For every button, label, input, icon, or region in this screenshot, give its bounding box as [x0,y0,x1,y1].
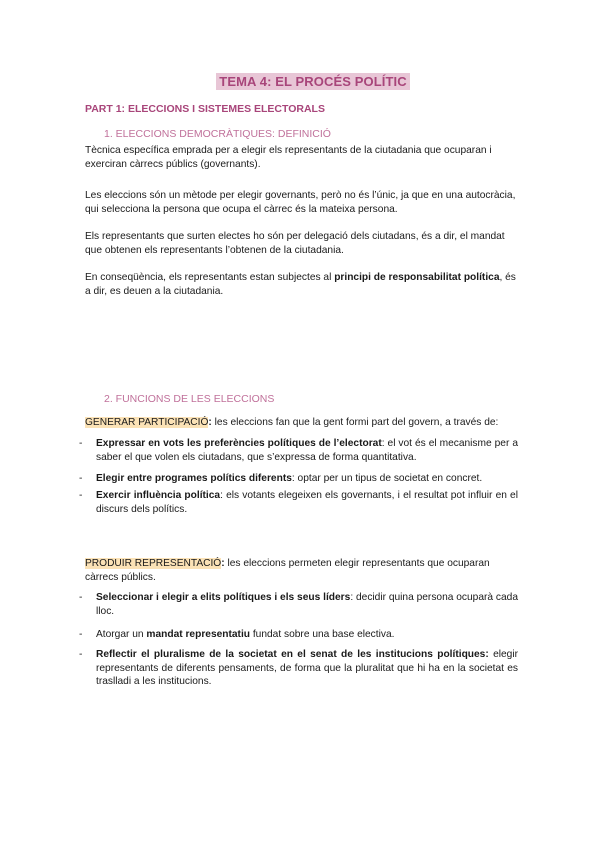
list-item [79,591,518,618]
produir-representacio-text: les eleccions permeten elegir representants que ocuparan càrrecs públics. [85,558,490,583]
colon: : [221,558,225,569]
produir-representacio-intro [85,557,517,584]
list-item-text: : decidir quina persona ocuparà cada lloc. [96,592,518,617]
list-item-bold: Exercir influència política [96,490,221,501]
list-item-bold: Expressar en vots les preferències polítiques de l’electorat [96,438,382,449]
dash: - [79,649,83,660]
section-2-heading: 2. FUNCIONS DE LES ELECCIONS [104,393,275,405]
list-item [79,648,518,689]
part-heading: PART 1: ELECCIONS I SISTEMES ELECTORALS [85,103,325,115]
list-item-text: : els votants elegeixen els governants, i el resultat pot influir en el discurs dels polítics. [96,490,518,515]
list-item-text: fundat sobre una base electiva. [250,629,395,640]
list-item-text: : optar per un tipus de societat en concret. [291,473,483,484]
list-item [79,472,518,486]
list-item [79,437,518,464]
p4-bold: principi de responsabilitat política [334,272,500,283]
colon: : [208,417,212,428]
generar-participacio-intro [85,416,517,430]
dash: - [79,592,83,603]
list-item-bold: Elegir entre programes polítics diferents [96,473,292,484]
list-item-bold: mandat representatiu [146,629,251,640]
generar-participacio-text: les eleccions fan que la gent formi part del govern, a través de: [211,417,499,428]
dash: - [79,438,83,449]
section-1-paragraph-1: Tècnica específica emprada per a elegir els representants de la ciutadania que ocuparan i exerciran càrrecs públics (governants). [85,145,492,170]
section-1-paragraph-3: Els representants que surten electes ho són per delegació dels ciutadans, és a dir, el mandat que obtenen els representants l’obtenen de la ciutadania. [85,231,505,256]
list-item [79,489,518,516]
title-container [0,73,600,91]
dash: - [79,490,83,501]
produir-representacio-label: PRODUIR REPRESENTACIÓ [85,558,222,569]
list-item [79,628,518,642]
p4-post: , és a dir, es deuen a la ciutadania. [85,272,516,297]
generar-participacio-label: GENERAR PARTICIPACIÓ [85,417,209,428]
dash: - [79,473,83,484]
section-1-paragraph-4 [85,271,517,298]
document-title: TEMA 4: EL PROCÉS POLÍTIC [216,73,409,90]
p4-pre: En conseqüència, els representants estan subjectes al [85,272,335,283]
list-item-text: : el vot és el mecanisme per a saber el que volen els ciutadans, que s’expressa de forma quantitativa. [96,438,518,463]
section-1-paragraph-2: Les eleccions són un mètode per elegir governants, però no és l’únic, ja que en una autocràcia, qui selecciona la persona que ocupa el càrrec és la mateixa persona. [85,190,516,215]
dash: - [79,629,83,640]
section-1-heading: 1. ELECCIONS DEMOCRÀTIQUES: DEFINICIÓ [104,128,331,140]
list-item-bold: Seleccionar i elegir a elits polítiques i els seus líders [96,592,351,603]
list-item-text: elegir representants de diferents pensaments, de forma que la pluralitat que hi ha en la societat es traslladi a les institucions. [96,649,518,687]
list-item-pre: Atorgar un [96,629,147,640]
list-item-bold: Reflectir el pluralisme de la societat en el senat de les institucions polítiques: [96,649,489,660]
